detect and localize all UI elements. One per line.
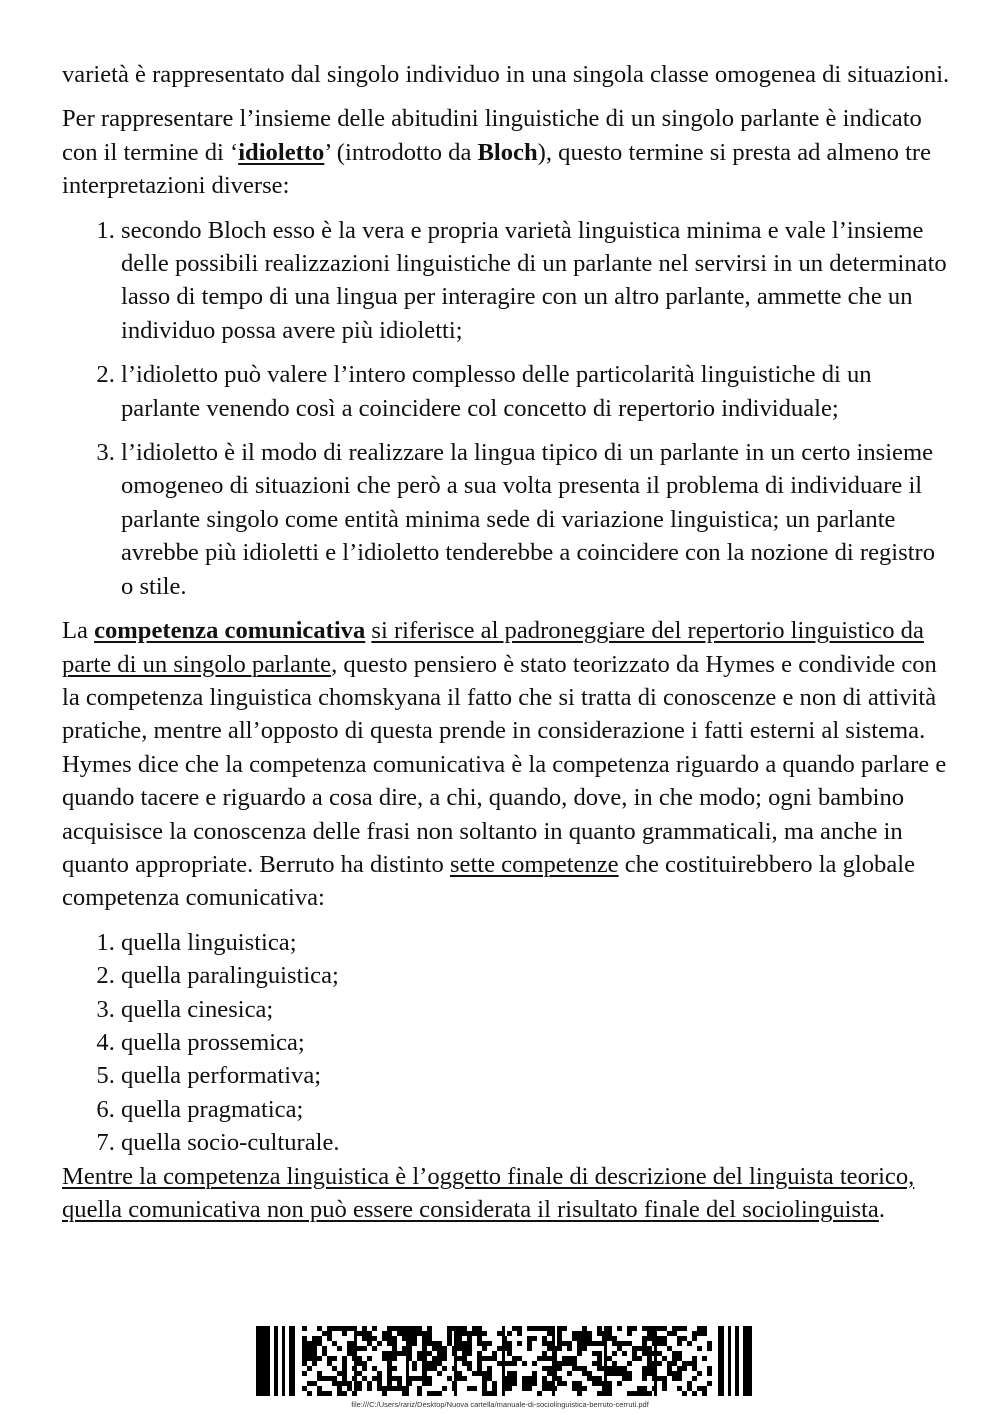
barcode-icon [256, 1326, 752, 1396]
sette-competenze: sette competenze [449, 850, 619, 878]
page-footer [0, 1326, 1000, 1415]
list-item: 1. secondo Bloch esso è la vera e propria varietà linguistica minima e vale l’insieme delle possibili realizzazioni linguistiche di un parlante nel servirsi in un determinato lasso di tempo di una lingua per interagire con un altro parlante, ammette che un individuo possa avere più idioletti; [121, 214, 952, 348]
conclusion-underlined: Mentre la competenza linguistica è l’oggetto finale di descrizione del linguista teorico, quella comunicativa non può essere considerata il risultato finale del sociolinguista [62, 1162, 915, 1223]
list-item: 3. l’idioletto è il modo di realizzare la lingua tipico di un parlante in un certo insieme omogeneo di situazioni che però a sua volta presenta il problema di individuare il parlante singolo come entità minima sede di variazione linguistica; un parlante avrebbe più idioletti e l’idioletto tenderebbe a coincidere con la nozione di registro o stile. [121, 436, 952, 603]
definition-underlined: si riferisce al padroneggiare del repertorio linguistico da parte di un singolo parlante [62, 617, 924, 678]
paragraph-varieta: varietà è rappresentato dal singolo individuo in una singola classe omogenea di situazioni. [62, 61, 950, 88]
interpretations-list [62, 214, 952, 603]
paragraph-competenza: La competenza comunicativa si riferisce al padroneggiare del repertorio linguistico da parte di un singolo parlante, questo pensiero è stato teorizzato da Hymes e condivide con la competenza linguistica chomskyana il fatto che si tratta di conoscenze e non di attività pratiche, mentre all’opposto di questa prende in considerazione i fatti esterni al sistema. Hymes dice che la competenza comunicativa è la competenza riguardo a quando parlare e quando tacere e riguardo a cosa dire, a chi, quando, dove, in che modo; ogni bambino acquisisce la conoscenza delle frasi non soltanto in quanto grammaticali, ma anche in quanto appropriate. Berruto ha distinto sette competenze che costituirebbero la globale competenza comunicativa: [62, 617, 947, 912]
list-item: 6. quella pragmatica; [121, 1093, 952, 1126]
list-item: 1. quella linguistica; [121, 926, 952, 959]
list-item: 5. quella performativa; [121, 1059, 952, 1092]
term-competenza-comunicativa: competenza comunicativa [94, 617, 366, 645]
file-path: file:///C:/Users/rariz/Desktop/Nuova cartella/manuale-di-sociolinguistica-berruto-cerruti.pdf [351, 1400, 649, 1409]
list-item: 2. quella paralinguistica; [121, 959, 952, 992]
list-item: 3. quella cinesica; [121, 993, 952, 1026]
paragraph-idioletto: Per rappresentare l’insieme delle abitudini linguistiche di un singolo parlante è indicato con il termine di ‘idioletto’ (introdotto da Bloch), questo termine si presta ad almeno tre interpretazioni diverse: [62, 105, 932, 200]
document-page [62, 58, 952, 1237]
author-bloch: Bloch [477, 138, 538, 166]
list-item: 4. quella prossemica; [121, 1026, 952, 1059]
competenze-list [62, 926, 952, 1160]
paragraph-conclusion: Mentre la competenza linguistica è l’oggetto finale di descrizione del linguista teorico, quella comunicativa non può essere considerata il risultato finale del sociolinguista. [62, 1162, 915, 1223]
term-idioletto: idioletto [238, 138, 325, 166]
list-item: 7. quella socio-culturale. [121, 1126, 952, 1159]
list-item: 2. l’idioletto può valere l’intero complesso delle particolarità linguistiche di un parlante venendo così a coincidere col concetto di repertorio individuale; [121, 358, 952, 425]
